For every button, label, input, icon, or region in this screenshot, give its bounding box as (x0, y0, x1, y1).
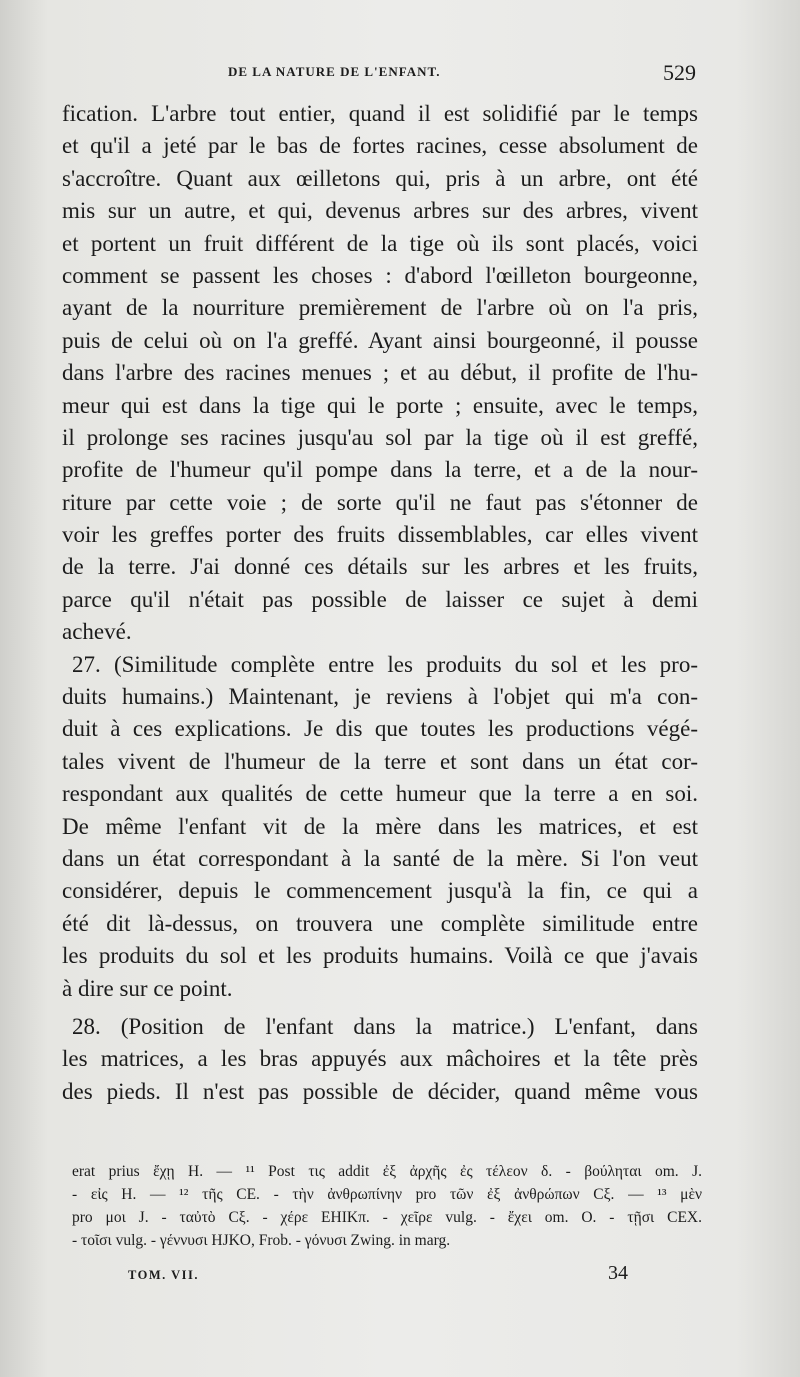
text-line: duit à ces explications. Je dis que toutes les productions végé- (62, 716, 698, 742)
text-line: été dit là-dessus, on trouvera une complète similitude entre (62, 910, 698, 936)
text-line: voir les greffes porter des fruits dissemblables, car elles vivent (62, 522, 698, 548)
text-line: mis sur un autre, et qui, devenus arbres sur des arbres, vivent (62, 198, 698, 224)
text-line: comment se passent les choses : d'abord l'œilleton bourgeonne, (62, 262, 698, 288)
text-line: à dire sur ce point. (62, 975, 233, 1001)
text-line: il prolonge ses racines jusqu'au sol par la tige où il est greffé, (62, 424, 698, 450)
signature-mark: 34 (608, 1262, 628, 1284)
text-line: respondant aux qualités de cette humeur que la terre a en soi. (62, 781, 698, 807)
text-line: profite de l'humeur qu'il pompe dans la terre, et a de la nour- (62, 457, 698, 483)
footnotes (72, 1160, 702, 1252)
text-line: tales vivent de l'humeur de la terre et sont dans un état cor- (62, 748, 698, 774)
text-line: riture par cette voie ; de sorte qu'il ne faut pas s'étonner de (62, 489, 698, 515)
text-line: les matrices, a les bras appuyés aux mâchoires et la tête près (62, 1046, 698, 1072)
page-header (68, 62, 698, 88)
footnote-line: - τοῖσι vulg. - γέννυσι HJKO, Frob. - γόνυσι Zwing. in marg. (72, 1232, 451, 1249)
text-line: les produits du sol et les produits humains. Voilà ce que j'avais (62, 943, 698, 969)
page-footer (128, 1262, 628, 1288)
footnote-line: pro μοι J. - ταὐτὸ Cξ. - χέρε EHIKπ. - χεῖρε vulg. - ἔχει om. O. - τῇσι CEX. (72, 1209, 702, 1226)
body-text (62, 98, 698, 1108)
volume-label: TOM. VII. (128, 1268, 200, 1282)
text-line: dans l'arbre des racines menues ; et au début, il profite de l'hu- (62, 360, 698, 386)
footnote-line: - εἰς H. — ¹² τῆς CE. - τὴν ἀνθρωπίνην pro τῶν ἐξ ἀνθρώπων Cξ. — ¹³ μὲν (72, 1186, 702, 1203)
text-line: considérer, depuis le commencement jusqu'à la fin, ce qui a (62, 878, 698, 904)
text-line: puis de celui où on l'a greffé. Ayant ainsi bourgeonné, il pousse (62, 327, 698, 353)
text-line: dans un état correspondant à la santé de la mère. Si l'on veut (62, 845, 698, 871)
text-line: duits humains.) Maintenant, je reviens à l'objet qui m'a con- (62, 684, 698, 710)
text-line: parce qu'il n'était pas possible de laisser ce sujet à demi (62, 586, 698, 612)
text-line: fication. L'arbre tout entier, quand il est solidifié par le temps (62, 101, 698, 126)
running-title: DE LA NATURE DE L'ENFANT. (228, 64, 441, 79)
footnote-line: erat prius ἔχῃ H. — ¹¹ Post τις addit ἐξ ἀρχῆς ἐς τέλεον δ. - βούληται om. J. (72, 1163, 702, 1180)
text-line: s'accroître. Quant aux œilletons qui, pris à un arbre, ont été (62, 165, 698, 191)
text-line: et portent un fruit différent de la tige où ils sont placés, voici (62, 230, 698, 256)
page-number: 529 (663, 60, 696, 85)
section-27-heading-line: 27. (Similitude complète entre les produits du sol et les pro- (72, 651, 698, 677)
text-line: et qu'il a jeté par le bas de fortes racines, cesse absolument de (62, 133, 698, 159)
text-line: achevé. (62, 619, 132, 645)
text-line: ayant de la nourriture premièrement de l'arbre où on l'a pris, (62, 295, 698, 321)
section-28-heading-line: 28. (Position de l'enfant dans la matrice.) L'enfant, dans (72, 1013, 698, 1039)
text-line: de la terre. J'ai donné ces détails sur les arbres et les fruits, (62, 554, 698, 580)
text-line: meur qui est dans la tige qui le porte ; ensuite, avec le temps, (62, 392, 698, 418)
text-line: De même l'enfant vit de la mère dans les matrices, et est (62, 813, 698, 839)
text-line: des pieds. Il n'est pas possible de décider, quand même vous (62, 1078, 698, 1104)
